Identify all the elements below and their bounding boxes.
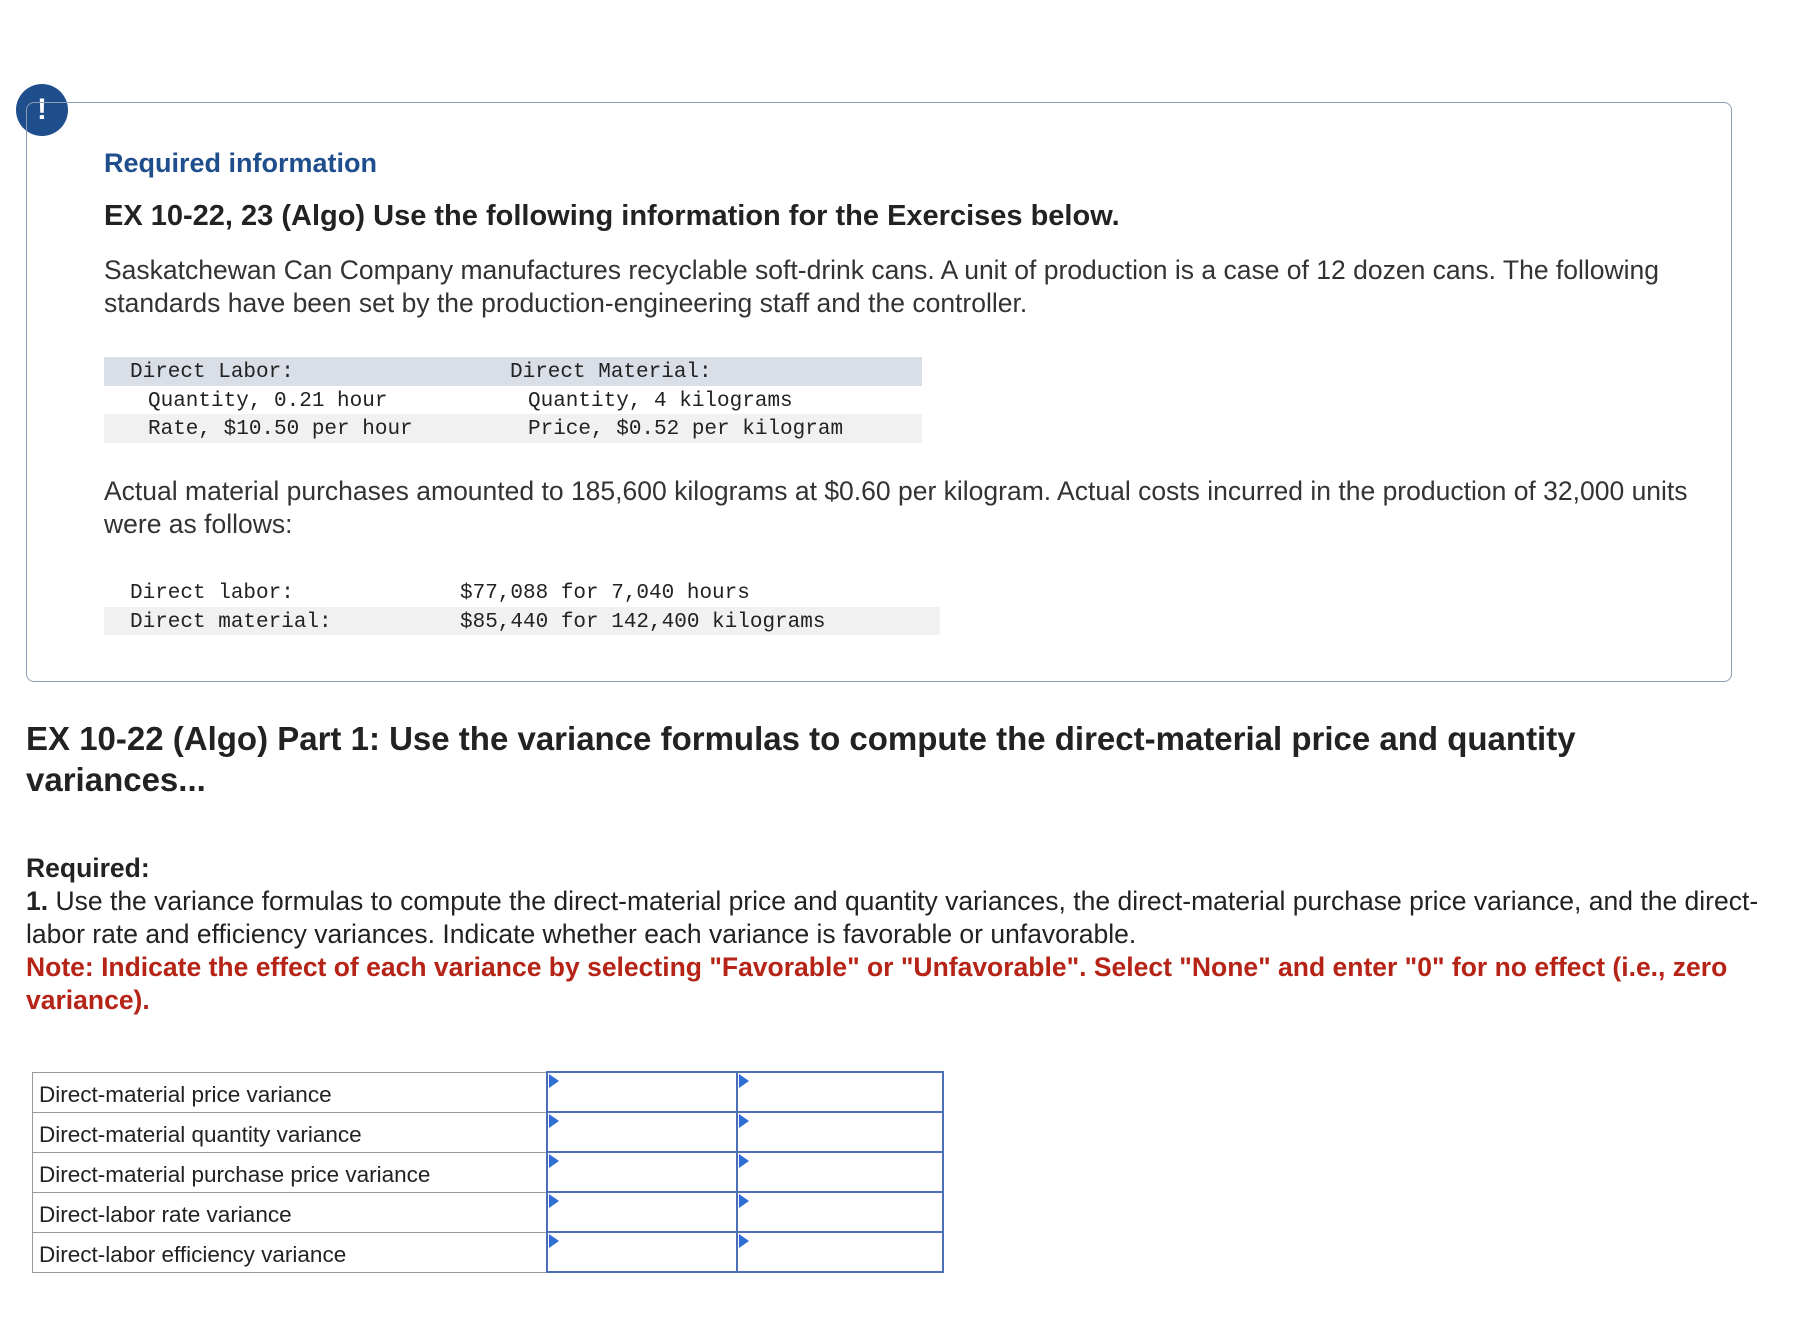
required-instructions (26, 852, 1786, 1017)
exercise-heading: EX 10-22, 23 (Algo) Use the following information for the Exercises below. (104, 200, 1120, 232)
actual-labor-label: Direct labor: (130, 582, 294, 605)
standards-rate-row (104, 414, 922, 443)
variance-row (33, 1072, 943, 1112)
intro-paragraph: Saskatchewan Can Company manufactures recyclable soft-drink cans. A unit of production is a case of 12 dozen cans. The following standards have been set by the production-engineering staff and the controller. (104, 255, 1660, 318)
dropdown-marker-icon (739, 1194, 749, 1208)
variance-amount-input[interactable] (547, 1112, 737, 1152)
material-price: Price, $0.52 per kilogram (528, 418, 844, 441)
variance-row (33, 1192, 943, 1232)
variance-amount-input[interactable] (547, 1232, 737, 1272)
labor-header: Direct Labor: (130, 361, 294, 384)
actual-intro-paragraph: Actual material purchases amounted to 185,600 kilograms at $0.60 per kilogram. Actual costs incurred in the production of 32,000 units were as follows: (104, 476, 1688, 539)
dropdown-marker-icon (549, 1074, 559, 1088)
required-label: Required: (26, 853, 150, 883)
variance-effect-select[interactable] (737, 1112, 943, 1152)
variance-effect-select[interactable] (737, 1192, 943, 1232)
dropdown-marker-icon (549, 1234, 559, 1248)
part-heading: EX 10-22 (Algo) Part 1: Use the variance formulas to compute the direct-material price and quantity variances... (26, 720, 1576, 798)
dropdown-marker-icon (739, 1114, 749, 1128)
labor-rate: Rate, $10.50 per hour (148, 418, 413, 441)
material-header: Direct Material: (510, 361, 712, 384)
required-note: Note: Indicate the effect of each variance by selecting "Favorable" or "Unfavorable". Select "None" and enter "0" for no effect (i.e., zero variance). (26, 952, 1728, 1015)
variance-amount-input[interactable] (547, 1072, 737, 1112)
dropdown-marker-icon (739, 1074, 749, 1088)
dropdown-marker-icon (549, 1154, 559, 1168)
variance-amount-input[interactable] (547, 1192, 737, 1232)
variance-label: Direct-labor rate variance (33, 1192, 547, 1232)
labor-quantity: Quantity, 0.21 hour (148, 389, 388, 413)
actual-costs-table (104, 578, 940, 635)
variance-effect-select[interactable] (737, 1232, 943, 1272)
variance-amount-input[interactable] (547, 1152, 737, 1192)
variance-effect-select[interactable] (737, 1152, 943, 1192)
required-number: 1. (26, 886, 49, 916)
dropdown-marker-icon (739, 1234, 749, 1248)
standards-table (104, 357, 922, 443)
dropdown-marker-icon (739, 1154, 749, 1168)
actual-labor-value: $77,088 for 7,040 hours (460, 582, 750, 605)
required-text (26, 885, 1786, 951)
variance-answer-table (32, 1071, 944, 1273)
variance-row (33, 1112, 943, 1152)
dropdown-marker-icon (549, 1194, 559, 1208)
dropdown-marker-icon (549, 1114, 559, 1128)
actual-material-value: $85,440 for 142,400 kilograms (460, 610, 826, 634)
variance-label: Direct-material price variance (33, 1072, 547, 1112)
actual-material-label: Direct material: (130, 610, 332, 634)
variance-label: Direct-labor efficiency variance (33, 1232, 547, 1272)
standards-quantity-row (104, 386, 922, 415)
material-quantity: Quantity, 4 kilograms (528, 389, 793, 413)
variance-row (33, 1232, 943, 1272)
exclamation-icon: ! (16, 84, 68, 136)
variance-label: Direct-material purchase price variance (33, 1152, 547, 1192)
actual-material-row (104, 607, 940, 636)
required-description: Use the variance formulas to compute the direct-material price and quantity variances, the direct-material purchase price variance, and the direct-labor rate and efficiency variances. Indicate whether each variance is favorable or unfavorable. (26, 886, 1759, 949)
required-information-label: Required information (104, 148, 378, 178)
variance-label: Direct-material quantity variance (33, 1112, 547, 1152)
actual-labor-row (104, 578, 940, 607)
standards-header-row (104, 357, 922, 386)
variance-effect-select[interactable] (737, 1072, 943, 1112)
variance-row (33, 1152, 943, 1192)
